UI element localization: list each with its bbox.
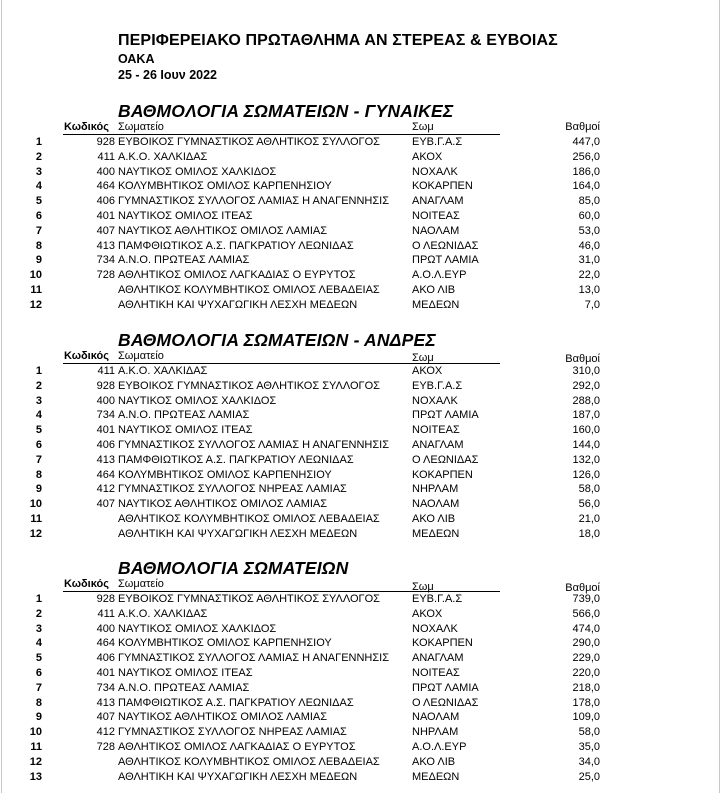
code-cell: 464 xyxy=(96,180,115,193)
code-cell: 728 xyxy=(96,740,115,753)
club-name-cell: ΕΥΒΟΙΚΟΣ ΓΥΜΝΑΣΤΙΚΟΣ ΑΘΛΗΤΙΚΟΣ ΣΥΛΛΟΓΟΣ xyxy=(118,136,380,148)
score-cell: 109,0 xyxy=(572,711,600,724)
table-row xyxy=(0,438,721,453)
rank-cell: 1 xyxy=(35,136,42,148)
club-name-cell: ΓΥΜΝΑΣΤΙΚΟΣ ΣΥΛΛΟΓΟΣ ΝΗΡΕΑΣ ΛΑΜΙΑΣ xyxy=(118,483,347,496)
event-date: 25 - 26 Ιουν 2022 xyxy=(118,68,218,82)
club-name-cell: ΓΥΜΝΑΣΤΙΚΟΣ ΣΥΛΛΟΓΟΣ ΝΗΡΕΑΣ ΛΑΜΙΑΣ xyxy=(118,726,347,739)
rank-cell: 3 xyxy=(35,622,42,635)
score-cell: 22,0 xyxy=(578,269,600,282)
score-cell: 56,0 xyxy=(578,498,600,511)
club-abbr-cell: ΝΟΙΤΕΑΣ xyxy=(412,666,460,679)
club-name-cell: ΚΟΛΥΜΒΗΤΙΚΟΣ ΟΜΙΛΟΣ ΚΑΡΠΕΝΗΣΙΟΥ xyxy=(118,180,332,193)
code-cell: 728 xyxy=(96,269,115,282)
code-cell: 928 xyxy=(96,136,115,148)
code-cell: 412 xyxy=(96,483,115,496)
rank-cell: 8 xyxy=(35,239,42,252)
table-row xyxy=(0,636,721,651)
table-row xyxy=(0,165,721,180)
club-name-cell: ΑΘΛΗΤΙΚΟΣ ΚΟΛΥΜΒΗΤΙΚΟΣ ΟΜΙΛΟΣ ΛΕΒΑΔΕΙΑΣ xyxy=(118,283,380,296)
club-name-cell: ΑΘΛΗΤΙΚΗ ΚΑΙ ΨΥΧΑΓΩΓΙΚΗ ΛΕΣΧΗ ΜΕΔΕΩΝ xyxy=(118,770,358,783)
club-name-cell: ΝΑΥΤΙΚΟΣ ΑΘΛΗΤΙΚΟΣ ΟΜΙΛΟΣ ΛΑΜΙΑΣ xyxy=(118,498,328,511)
score-cell: 160,0 xyxy=(572,424,600,437)
club-name-cell: Α.Ν.Ο. ΠΡΩΤΕΑΣ ΛΑΜΙΑΣ xyxy=(118,254,250,267)
score-cell: 447,0 xyxy=(572,136,600,148)
club-name-cell: ΓΥΜΝΑΣΤΙΚΟΣ ΣΥΛΛΟΓΟΣ ΛΑΜΙΑΣ Η ΑΝΑΓΕΝΝΗΣΙΣ xyxy=(118,652,390,665)
score-cell: 220,0 xyxy=(572,666,600,679)
club-abbr-cell: ΝΗΡΛΑΜ xyxy=(412,726,459,739)
club-name-cell: ΝΑΥΤΙΚΟΣ ΟΜΙΛΟΣ ΧΑΛΚΙΔΟΣ xyxy=(118,394,277,407)
table-row xyxy=(0,592,721,607)
score-cell: 46,0 xyxy=(578,239,600,252)
club-abbr-cell: Ο ΛΕΩΝΙΔΑΣ xyxy=(412,239,479,252)
club-name-cell: ΓΥΜΝΑΣΤΙΚΟΣ ΣΥΛΛΟΓΟΣ ΛΑΜΙΑΣ Η ΑΝΑΓΕΝΝΗΣΙΣ xyxy=(118,438,390,451)
rank-cell: 1 xyxy=(35,365,42,377)
score-cell: 292,0 xyxy=(572,379,600,392)
rank-cell: 3 xyxy=(35,165,42,178)
table-row xyxy=(0,651,721,666)
score-cell: 310,0 xyxy=(572,365,600,377)
table-row xyxy=(0,194,721,209)
score-cell: 474,0 xyxy=(572,622,600,635)
code-cell: 400 xyxy=(96,165,115,178)
code-cell: 401 xyxy=(96,209,115,222)
col-code-header: Κωδικός xyxy=(64,578,109,590)
club-abbr-cell: ΜΕΔΕΩΝ xyxy=(412,298,460,311)
club-abbr-cell: Ο ΛΕΩΝΙΔΑΣ xyxy=(412,696,479,709)
code-cell: 464 xyxy=(96,468,115,481)
score-cell: 187,0 xyxy=(572,409,600,422)
club-name-cell: ΚΟΛΥΜΒΗΤΙΚΟΣ ΟΜΙΛΟΣ ΚΑΡΠΕΝΗΣΙΟΥ xyxy=(118,637,332,650)
rank-cell: 6 xyxy=(35,209,42,222)
score-cell: 13,0 xyxy=(578,283,600,296)
table-row xyxy=(0,512,721,527)
code-cell: 407 xyxy=(96,224,115,237)
table-row xyxy=(0,710,721,725)
code-cell: 734 xyxy=(96,254,115,267)
club-name-cell: ΓΥΜΝΑΣΤΙΚΟΣ ΣΥΛΛΟΓΟΣ ΛΑΜΙΑΣ Η ΑΝΑΓΕΝΝΗΣΙΣ xyxy=(118,195,390,208)
score-cell: 288,0 xyxy=(572,394,600,407)
score-cell: 186,0 xyxy=(572,165,600,178)
club-abbr-cell: ΑΚΟΧ xyxy=(412,365,443,377)
score-cell: 7,0 xyxy=(584,298,600,311)
score-cell: 60,0 xyxy=(578,209,600,222)
col-score-header: Βαθμοί xyxy=(565,121,600,133)
rank-cell: 4 xyxy=(35,180,42,193)
table-row xyxy=(0,755,721,770)
score-cell: 58,0 xyxy=(578,726,600,739)
code-cell: 401 xyxy=(96,424,115,437)
club-abbr-cell: ΑΝΑΓΛΑΜ xyxy=(412,438,464,451)
club-name-cell: ΑΘΛΗΤΙΚΗ ΚΑΙ ΨΥΧΑΓΩΓΙΚΗ ΛΕΣΧΗ ΜΕΔΕΩΝ xyxy=(118,527,358,540)
table-row xyxy=(0,453,721,468)
club-abbr-cell: Α.Ο.Λ.ΕΥΡ xyxy=(412,740,467,753)
club-name-cell: ΝΑΥΤΙΚΟΣ ΟΜΙΛΟΣ ΙΤΕΑΣ xyxy=(118,666,253,679)
table-row xyxy=(0,394,721,409)
document-title: ΠΕΡΙΦΕΡΕΙΑΚΟ ΠΡΩΤΑΘΛΗΜΑ ΑΝ ΣΤΕΡΕΑΣ & ΕΥΒΟΙΑΣ xyxy=(118,32,558,49)
club-name-cell: ΑΘΛΗΤΙΚΟΣ ΟΜΙΛΟΣ ΛΑΓΚΑΔΙΑΣ Ο ΕΥΡΥΤΟΣ xyxy=(118,269,356,282)
table-row xyxy=(0,408,721,423)
club-abbr-cell: ΚΟΚΑΡΠΕΝ xyxy=(412,468,473,481)
table-row xyxy=(0,666,721,681)
club-abbr-cell: Ο ΛΕΩΝΙΔΑΣ xyxy=(412,453,479,466)
club-name-cell: ΝΑΥΤΙΚΟΣ ΑΘΛΗΤΙΚΟΣ ΟΜΙΛΟΣ ΛΑΜΙΑΣ xyxy=(118,224,328,237)
col-club-header: Σωματείο xyxy=(118,578,164,590)
club-name-cell: ΝΑΥΤΙΚΟΣ ΟΜΙΛΟΣ ΙΤΕΑΣ xyxy=(118,424,253,437)
club-abbr-cell: ΝΑΟΛΑΜ xyxy=(412,224,460,237)
rank-cell: 5 xyxy=(35,652,42,665)
table-row xyxy=(0,298,721,313)
club-abbr-cell: ΝΑΟΛΑΜ xyxy=(412,711,460,724)
table-row xyxy=(0,224,721,239)
club-abbr-cell: ΑΚΟΧ xyxy=(412,607,443,620)
rank-cell: 13 xyxy=(29,770,42,783)
club-abbr-cell: ΝΟΙΤΕΑΣ xyxy=(412,424,460,437)
rank-cell: 7 xyxy=(35,681,42,694)
score-cell: 218,0 xyxy=(572,681,600,694)
code-cell: 413 xyxy=(96,453,115,466)
table-row xyxy=(0,423,721,438)
club-abbr-cell: ΠΡΩΤ ΛΑΜΙΑ xyxy=(412,409,479,422)
score-cell: 132,0 xyxy=(572,453,600,466)
club-abbr-cell: ΑΚΟ ΛΙΒ xyxy=(412,512,456,525)
club-abbr-cell: ΑΝΑΓΛΑΜ xyxy=(412,195,464,208)
club-name-cell: Α.Κ.Ο. ΧΑΛΚΙΔΑΣ xyxy=(118,607,208,620)
rank-cell: 5 xyxy=(35,195,42,208)
rank-cell: 4 xyxy=(35,637,42,650)
code-cell: 734 xyxy=(96,681,115,694)
code-cell: 413 xyxy=(96,239,115,252)
club-abbr-cell: ΝΟΙΤΕΑΣ xyxy=(412,209,460,222)
club-name-cell: ΑΘΛΗΤΙΚΗ ΚΑΙ ΨΥΧΑΓΩΓΙΚΗ ΛΕΣΧΗ ΜΕΔΕΩΝ xyxy=(118,298,358,311)
table-row xyxy=(0,179,721,194)
club-name-cell: Α.Ν.Ο. ΠΡΩΤΕΑΣ ΛΑΜΙΑΣ xyxy=(118,409,250,422)
table-row xyxy=(0,696,721,711)
club-name-cell: Α.Κ.Ο. ΧΑΛΚΙΔΑΣ xyxy=(118,150,208,163)
score-cell: 31,0 xyxy=(578,254,600,267)
club-name-cell: ΚΟΛΥΜΒΗΤΙΚΟΣ ΟΜΙΛΟΣ ΚΑΡΠΕΝΗΣΙΟΥ xyxy=(118,468,332,481)
rank-cell: 3 xyxy=(35,394,42,407)
col-club-header: Σωματείο xyxy=(118,350,164,362)
rank-cell: 2 xyxy=(35,150,42,163)
table-row xyxy=(0,283,721,298)
score-cell: 256,0 xyxy=(572,150,600,163)
score-cell: 18,0 xyxy=(578,527,600,540)
score-cell: 290,0 xyxy=(572,637,600,650)
code-cell: 407 xyxy=(96,711,115,724)
table-row xyxy=(0,364,721,379)
club-abbr-cell: ΕΥΒ.Γ.Α.Σ xyxy=(412,136,463,148)
club-abbr-cell: ΚΟΚΑΡΠΕΝ xyxy=(412,180,473,193)
section-title: ΒΑΘΜΟΛΟΓΙΑ ΣΩΜΑΤΕΙΩΝ - ΑΝΔΡΕΣ xyxy=(118,330,436,350)
table-row xyxy=(0,482,721,497)
club-abbr-cell: ΑΚΟΧ xyxy=(412,150,443,163)
club-abbr-cell: ΕΥΒ.Γ.Α.Σ xyxy=(412,593,463,605)
score-cell: 25,0 xyxy=(578,770,600,783)
club-abbr-cell: ΜΕΔΕΩΝ xyxy=(412,770,460,783)
club-name-cell: ΝΑΥΤΙΚΟΣ ΑΘΛΗΤΙΚΟΣ ΟΜΙΛΟΣ ΛΑΜΙΑΣ xyxy=(118,711,328,724)
section-title: ΒΑΘΜΟΛΟΓΙΑ ΣΩΜΑΤΕΙΩΝ - ΓΥΝΑΙΚΕΣ xyxy=(118,101,454,121)
score-cell: 35,0 xyxy=(578,740,600,753)
club-name-cell: ΠΑΜΦΘΙΩΤΙΚΟΣ Α.Σ. ΠΑΓΚΡΑΤΙΟΥ ΛΕΩΝΙΔΑΣ xyxy=(118,696,354,709)
table-row xyxy=(0,135,721,150)
rank-cell: 9 xyxy=(35,711,42,724)
club-abbr-cell: ΑΚΟ ΛΙΒ xyxy=(412,283,456,296)
score-cell: 85,0 xyxy=(578,195,600,208)
table-row xyxy=(0,268,721,283)
table-row xyxy=(0,770,721,785)
code-cell: 734 xyxy=(96,409,115,422)
col-score-header: Βαθμοί xyxy=(565,582,600,594)
code-cell: 406 xyxy=(96,195,115,208)
club-abbr-cell: ΝΟΧΑΛΚ xyxy=(412,394,458,407)
rank-cell: 1 xyxy=(35,593,42,605)
club-abbr-cell: ΠΡΩΤ ΛΑΜΙΑ xyxy=(412,254,479,267)
club-name-cell: ΑΘΛΗΤΙΚΟΣ ΚΟΛΥΜΒΗΤΙΚΟΣ ΟΜΙΛΟΣ ΛΕΒΑΔΕΙΑΣ xyxy=(118,512,380,525)
club-abbr-cell: Α.Ο.Λ.ΕΥΡ xyxy=(412,269,467,282)
code-cell: 411 xyxy=(97,365,115,377)
code-cell: 411 xyxy=(97,150,115,163)
table-row xyxy=(0,253,721,268)
rank-cell: 10 xyxy=(29,498,42,511)
table-row xyxy=(0,681,721,696)
table-row xyxy=(0,379,721,394)
rank-cell: 11 xyxy=(30,740,42,753)
table-row xyxy=(0,497,721,512)
rank-cell: 4 xyxy=(35,409,42,422)
club-name-cell: ΕΥΒΟΙΚΟΣ ΓΥΜΝΑΣΤΙΚΟΣ ΑΘΛΗΤΙΚΟΣ ΣΥΛΛΟΓΟΣ xyxy=(118,593,380,605)
club-name-cell: ΑΘΛΗΤΙΚΟΣ ΟΜΙΛΟΣ ΛΑΓΚΑΔΙΑΣ Ο ΕΥΡΥΤΟΣ xyxy=(118,740,356,753)
ranking-rows xyxy=(0,135,721,313)
rank-cell: 12 xyxy=(29,527,42,540)
code-cell: 406 xyxy=(96,652,115,665)
table-row xyxy=(0,740,721,755)
score-cell: 178,0 xyxy=(572,696,600,709)
club-abbr-cell: ΠΡΩΤ ΛΑΜΙΑ xyxy=(412,681,479,694)
code-cell: 413 xyxy=(96,696,115,709)
score-cell: 53,0 xyxy=(578,224,600,237)
club-abbr-cell: ΕΥΒ.Γ.Α.Σ xyxy=(412,379,463,392)
rank-cell: 12 xyxy=(29,298,42,311)
club-name-cell: ΝΑΥΤΙΚΟΣ ΟΜΙΛΟΣ ΙΤΕΑΣ xyxy=(118,209,253,222)
rank-cell: 8 xyxy=(35,468,42,481)
code-cell: 401 xyxy=(96,666,115,679)
club-abbr-cell: ΝΟΧΑΛΚ xyxy=(412,622,458,635)
rank-cell: 8 xyxy=(35,696,42,709)
table-row xyxy=(0,468,721,483)
rank-cell: 6 xyxy=(35,666,42,679)
rank-cell: 10 xyxy=(29,269,42,282)
club-name-cell: ΝΑΥΤΙΚΟΣ ΟΜΙΛΟΣ ΧΑΛΚΙΔΟΣ xyxy=(118,165,277,178)
rank-cell: 2 xyxy=(35,379,42,392)
table-row xyxy=(0,209,721,224)
code-cell: 928 xyxy=(96,379,115,392)
column-headers xyxy=(0,350,721,364)
code-cell: 464 xyxy=(96,637,115,650)
column-headers xyxy=(0,121,721,135)
score-cell: 164,0 xyxy=(572,180,600,193)
score-cell: 126,0 xyxy=(572,468,600,481)
rank-cell: 5 xyxy=(35,424,42,437)
col-club-header: Σωματείο xyxy=(118,121,164,133)
score-cell: 566,0 xyxy=(572,607,600,620)
col-abbr-header: Σωμ xyxy=(412,121,434,133)
ranking-rows xyxy=(0,364,721,542)
club-name-cell: Α.Ν.Ο. ΠΡΩΤΕΑΣ ΛΑΜΙΑΣ xyxy=(118,681,250,694)
code-cell: 406 xyxy=(96,438,115,451)
club-name-cell: ΠΑΜΦΘΙΩΤΙΚΟΣ Α.Σ. ΠΑΓΚΡΑΤΙΟΥ ΛΕΩΝΙΔΑΣ xyxy=(118,239,354,252)
score-cell: 144,0 xyxy=(572,438,600,451)
col-code-header: Κωδικός xyxy=(64,121,109,133)
score-cell: 229,0 xyxy=(572,652,600,665)
table-row xyxy=(0,607,721,622)
club-abbr-cell: ΝΟΧΑΛΚ xyxy=(412,165,458,178)
col-abbr-header: Σωμ xyxy=(412,581,434,593)
club-abbr-cell: ΚΟΚΑΡΠΕΝ xyxy=(412,637,473,650)
score-cell: 34,0 xyxy=(578,755,600,768)
table-row xyxy=(0,622,721,637)
club-abbr-cell: ΑΝΑΓΛΑΜ xyxy=(412,652,464,665)
code-cell: 411 xyxy=(97,607,115,620)
score-cell: 21,0 xyxy=(578,512,600,525)
table-row xyxy=(0,150,721,165)
code-cell: 400 xyxy=(96,394,115,407)
col-code-header: Κωδικός xyxy=(64,350,109,362)
club-name-cell: ΑΘΛΗΤΙΚΟΣ ΚΟΛΥΜΒΗΤΙΚΟΣ ΟΜΙΛΟΣ ΛΕΒΑΔΕΙΑΣ xyxy=(118,755,380,768)
rank-cell: 2 xyxy=(35,607,42,620)
club-abbr-cell: ΜΕΔΕΩΝ xyxy=(412,527,460,540)
rank-cell: 7 xyxy=(35,453,42,466)
rank-cell: 12 xyxy=(29,755,42,768)
code-cell: 400 xyxy=(96,622,115,635)
score-cell: 58,0 xyxy=(578,483,600,496)
table-row xyxy=(0,527,721,542)
club-abbr-cell: ΝΑΟΛΑΜ xyxy=(412,498,460,511)
ranking-rows xyxy=(0,592,721,784)
table-row xyxy=(0,239,721,254)
score-cell: 739,0 xyxy=(572,593,600,605)
venue: ΟΑΚΑ xyxy=(118,52,155,66)
rank-cell: 11 xyxy=(30,283,42,296)
club-abbr-cell: ΝΗΡΛΑΜ xyxy=(412,483,459,496)
col-score-header: Βαθμοί xyxy=(565,353,600,365)
code-cell: 928 xyxy=(96,593,115,605)
rank-cell: 7 xyxy=(35,224,42,237)
col-abbr-header: Σωμ xyxy=(412,352,434,364)
club-name-cell: Α.Κ.Ο. ΧΑΛΚΙΔΑΣ xyxy=(118,365,208,377)
club-name-cell: ΕΥΒΟΙΚΟΣ ΓΥΜΝΑΣΤΙΚΟΣ ΑΘΛΗΤΙΚΟΣ ΣΥΛΛΟΓΟΣ xyxy=(118,379,380,392)
rank-cell: 9 xyxy=(35,483,42,496)
code-cell: 407 xyxy=(96,498,115,511)
code-cell: 412 xyxy=(96,726,115,739)
column-headers xyxy=(0,578,721,592)
rank-cell: 9 xyxy=(35,254,42,267)
table-row xyxy=(0,725,721,740)
section-title: ΒΑΘΜΟΛΟΓΙΑ ΣΩΜΑΤΕΙΩΝ xyxy=(118,558,349,578)
club-name-cell: ΝΑΥΤΙΚΟΣ ΟΜΙΛΟΣ ΧΑΛΚΙΔΟΣ xyxy=(118,622,277,635)
rank-cell: 11 xyxy=(30,512,42,525)
rank-cell: 6 xyxy=(35,438,42,451)
rank-cell: 10 xyxy=(29,726,42,739)
club-name-cell: ΠΑΜΦΘΙΩΤΙΚΟΣ Α.Σ. ΠΑΓΚΡΑΤΙΟΥ ΛΕΩΝΙΔΑΣ xyxy=(118,453,354,466)
club-abbr-cell: ΑΚΟ ΛΙΒ xyxy=(412,755,456,768)
